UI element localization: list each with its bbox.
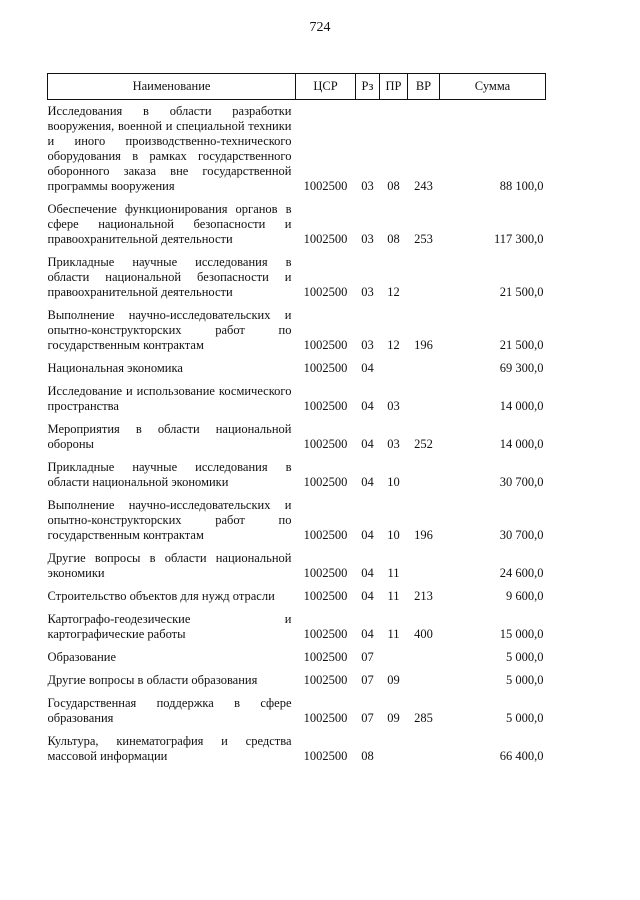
column-header-rz: Рз bbox=[356, 74, 380, 100]
budget-table bbox=[47, 73, 546, 767]
cell-vr bbox=[408, 379, 440, 417]
table-row bbox=[48, 356, 546, 379]
page-number: 724 bbox=[309, 20, 331, 35]
cell-sum: 5 000,0 bbox=[506, 650, 544, 664]
cell-rz: 07 bbox=[361, 650, 374, 664]
cell-sum: 15 000,0 bbox=[499, 627, 544, 641]
column-header-vr: ВР bbox=[408, 74, 440, 100]
cell-csr: 1002500 bbox=[303, 627, 348, 641]
table-row bbox=[48, 100, 546, 198]
cell-vr: 400 bbox=[414, 627, 433, 641]
table-row bbox=[48, 455, 546, 493]
cell-vr bbox=[408, 356, 440, 379]
cell-pr bbox=[380, 356, 408, 379]
cell-pr bbox=[380, 729, 408, 767]
cell-csr: 1002500 bbox=[303, 179, 348, 193]
cell-name: Исследование и использование космического пространства bbox=[47, 384, 292, 413]
cell-vr bbox=[408, 250, 440, 303]
cell-name: Прикладные научные исследования в области национальной безопасности и правоохранительной деятельности bbox=[47, 255, 292, 299]
cell-pr: 03 bbox=[387, 437, 400, 451]
cell-rz: 04 bbox=[361, 589, 374, 603]
cell-vr: 243 bbox=[414, 179, 433, 193]
cell-vr: 253 bbox=[414, 232, 433, 246]
cell-csr: 1002500 bbox=[303, 361, 348, 375]
cell-name: Государственная поддержка в сфере образования bbox=[47, 696, 292, 725]
cell-sum: 66 400,0 bbox=[499, 749, 544, 763]
cell-rz: 03 bbox=[361, 338, 374, 352]
cell-sum: 69 300,0 bbox=[499, 361, 544, 375]
cell-csr: 1002500 bbox=[303, 566, 348, 580]
table-header bbox=[48, 74, 546, 100]
cell-vr bbox=[408, 645, 440, 668]
cell-name: Исследования в области разработки вооружения, военной и специальной техники и иного производственно-технического оборудования в рамках государственного оборонного заказа вне государственной программы вооружения bbox=[47, 104, 292, 193]
cell-vr: 213 bbox=[414, 589, 433, 603]
cell-pr: 11 bbox=[387, 566, 400, 580]
table-row bbox=[48, 493, 546, 546]
cell-csr: 1002500 bbox=[303, 528, 348, 542]
cell-pr: 08 bbox=[387, 179, 400, 193]
cell-pr: 09 bbox=[387, 673, 400, 687]
column-header-sum: Сумма bbox=[440, 74, 546, 100]
cell-vr bbox=[408, 546, 440, 584]
cell-sum: 14 000,0 bbox=[499, 437, 544, 451]
cell-name: Выполнение научно-исследовательских и опытно-конструкторских работ по государственным контрактам bbox=[47, 498, 292, 542]
cell-sum: 88 100,0 bbox=[499, 179, 544, 193]
cell-vr bbox=[408, 455, 440, 493]
cell-sum: 30 700,0 bbox=[499, 528, 544, 542]
cell-vr: 252 bbox=[414, 437, 433, 451]
cell-name: Строительство объектов для нужд отрасли bbox=[47, 589, 275, 603]
cell-pr: 11 bbox=[387, 627, 400, 641]
cell-pr: 10 bbox=[387, 528, 400, 542]
cell-name: Мероприятия в области национальной обороны bbox=[47, 422, 292, 451]
cell-name: Другие вопросы в области национальной экономики bbox=[47, 551, 292, 580]
cell-csr: 1002500 bbox=[303, 338, 348, 352]
column-header-name: Наименование bbox=[48, 74, 296, 100]
cell-sum: 24 600,0 bbox=[499, 566, 544, 580]
cell-csr: 1002500 bbox=[303, 399, 348, 413]
cell-rz: 04 bbox=[361, 566, 374, 580]
cell-csr: 1002500 bbox=[303, 711, 348, 725]
table-body bbox=[48, 100, 546, 768]
cell-rz: 07 bbox=[361, 673, 374, 687]
cell-rz: 04 bbox=[361, 475, 374, 489]
cell-sum: 30 700,0 bbox=[499, 475, 544, 489]
cell-csr: 1002500 bbox=[303, 650, 348, 664]
cell-csr: 1002500 bbox=[303, 673, 348, 687]
column-header-pr: ПР bbox=[380, 74, 408, 100]
cell-sum: 14 000,0 bbox=[499, 399, 544, 413]
cell-name: Картографо-геодезические и картографические работы bbox=[47, 612, 292, 641]
cell-rz: 03 bbox=[361, 179, 374, 193]
cell-csr: 1002500 bbox=[303, 232, 348, 246]
cell-rz: 04 bbox=[361, 528, 374, 542]
cell-pr bbox=[380, 645, 408, 668]
cell-sum: 9 600,0 bbox=[506, 589, 544, 603]
table-row bbox=[48, 546, 546, 584]
cell-name: Другие вопросы в области образования bbox=[47, 673, 258, 687]
table-row bbox=[48, 691, 546, 729]
cell-sum: 5 000,0 bbox=[506, 711, 544, 725]
cell-vr: 285 bbox=[414, 711, 433, 725]
cell-rz: 07 bbox=[361, 711, 374, 725]
cell-name: Культура, кинематография и средства массовой информации bbox=[47, 734, 292, 763]
cell-pr: 08 bbox=[387, 232, 400, 246]
cell-pr: 03 bbox=[387, 399, 400, 413]
cell-sum: 117 300,0 bbox=[493, 232, 544, 246]
table-row bbox=[48, 303, 546, 356]
cell-pr: 11 bbox=[387, 589, 400, 603]
table-row bbox=[48, 645, 546, 668]
cell-vr: 196 bbox=[414, 528, 433, 542]
cell-csr: 1002500 bbox=[303, 589, 348, 603]
cell-pr: 10 bbox=[387, 475, 400, 489]
cell-vr: 196 bbox=[414, 338, 433, 352]
table-row bbox=[48, 250, 546, 303]
cell-rz: 08 bbox=[361, 749, 374, 763]
cell-rz: 04 bbox=[361, 399, 374, 413]
cell-name: Образование bbox=[47, 650, 117, 664]
cell-vr bbox=[408, 729, 440, 767]
cell-vr bbox=[408, 668, 440, 691]
table-row bbox=[48, 607, 546, 645]
cell-sum: 21 500,0 bbox=[499, 338, 544, 352]
table-row bbox=[48, 729, 546, 767]
column-header-csr: ЦСР bbox=[296, 74, 356, 100]
table-row bbox=[48, 668, 546, 691]
cell-sum: 5 000,0 bbox=[506, 673, 544, 687]
cell-name: Выполнение научно-исследовательских и опытно-конструкторских работ по государственным контрактам bbox=[47, 308, 292, 352]
cell-rz: 04 bbox=[361, 627, 374, 641]
cell-pr: 12 bbox=[387, 285, 400, 299]
cell-name: Обеспечение функционирования органов в сфере национальной безопасности и правоохранительной деятельности bbox=[47, 202, 292, 246]
cell-rz: 04 bbox=[361, 437, 374, 451]
cell-csr: 1002500 bbox=[303, 749, 348, 763]
cell-name: Прикладные научные исследования в области национальной экономики bbox=[47, 460, 292, 489]
cell-name: Национальная экономика bbox=[47, 361, 183, 375]
cell-csr: 1002500 bbox=[303, 437, 348, 451]
table-row bbox=[48, 379, 546, 417]
cell-sum: 21 500,0 bbox=[499, 285, 544, 299]
table-row bbox=[48, 197, 546, 250]
cell-pr: 12 bbox=[387, 338, 400, 352]
table-row bbox=[48, 417, 546, 455]
cell-csr: 1002500 bbox=[303, 285, 348, 299]
cell-csr: 1002500 bbox=[303, 475, 348, 489]
table-row bbox=[48, 584, 546, 607]
cell-rz: 03 bbox=[361, 232, 374, 246]
cell-rz: 03 bbox=[361, 285, 374, 299]
cell-pr: 09 bbox=[387, 711, 400, 725]
cell-rz: 04 bbox=[361, 361, 374, 375]
